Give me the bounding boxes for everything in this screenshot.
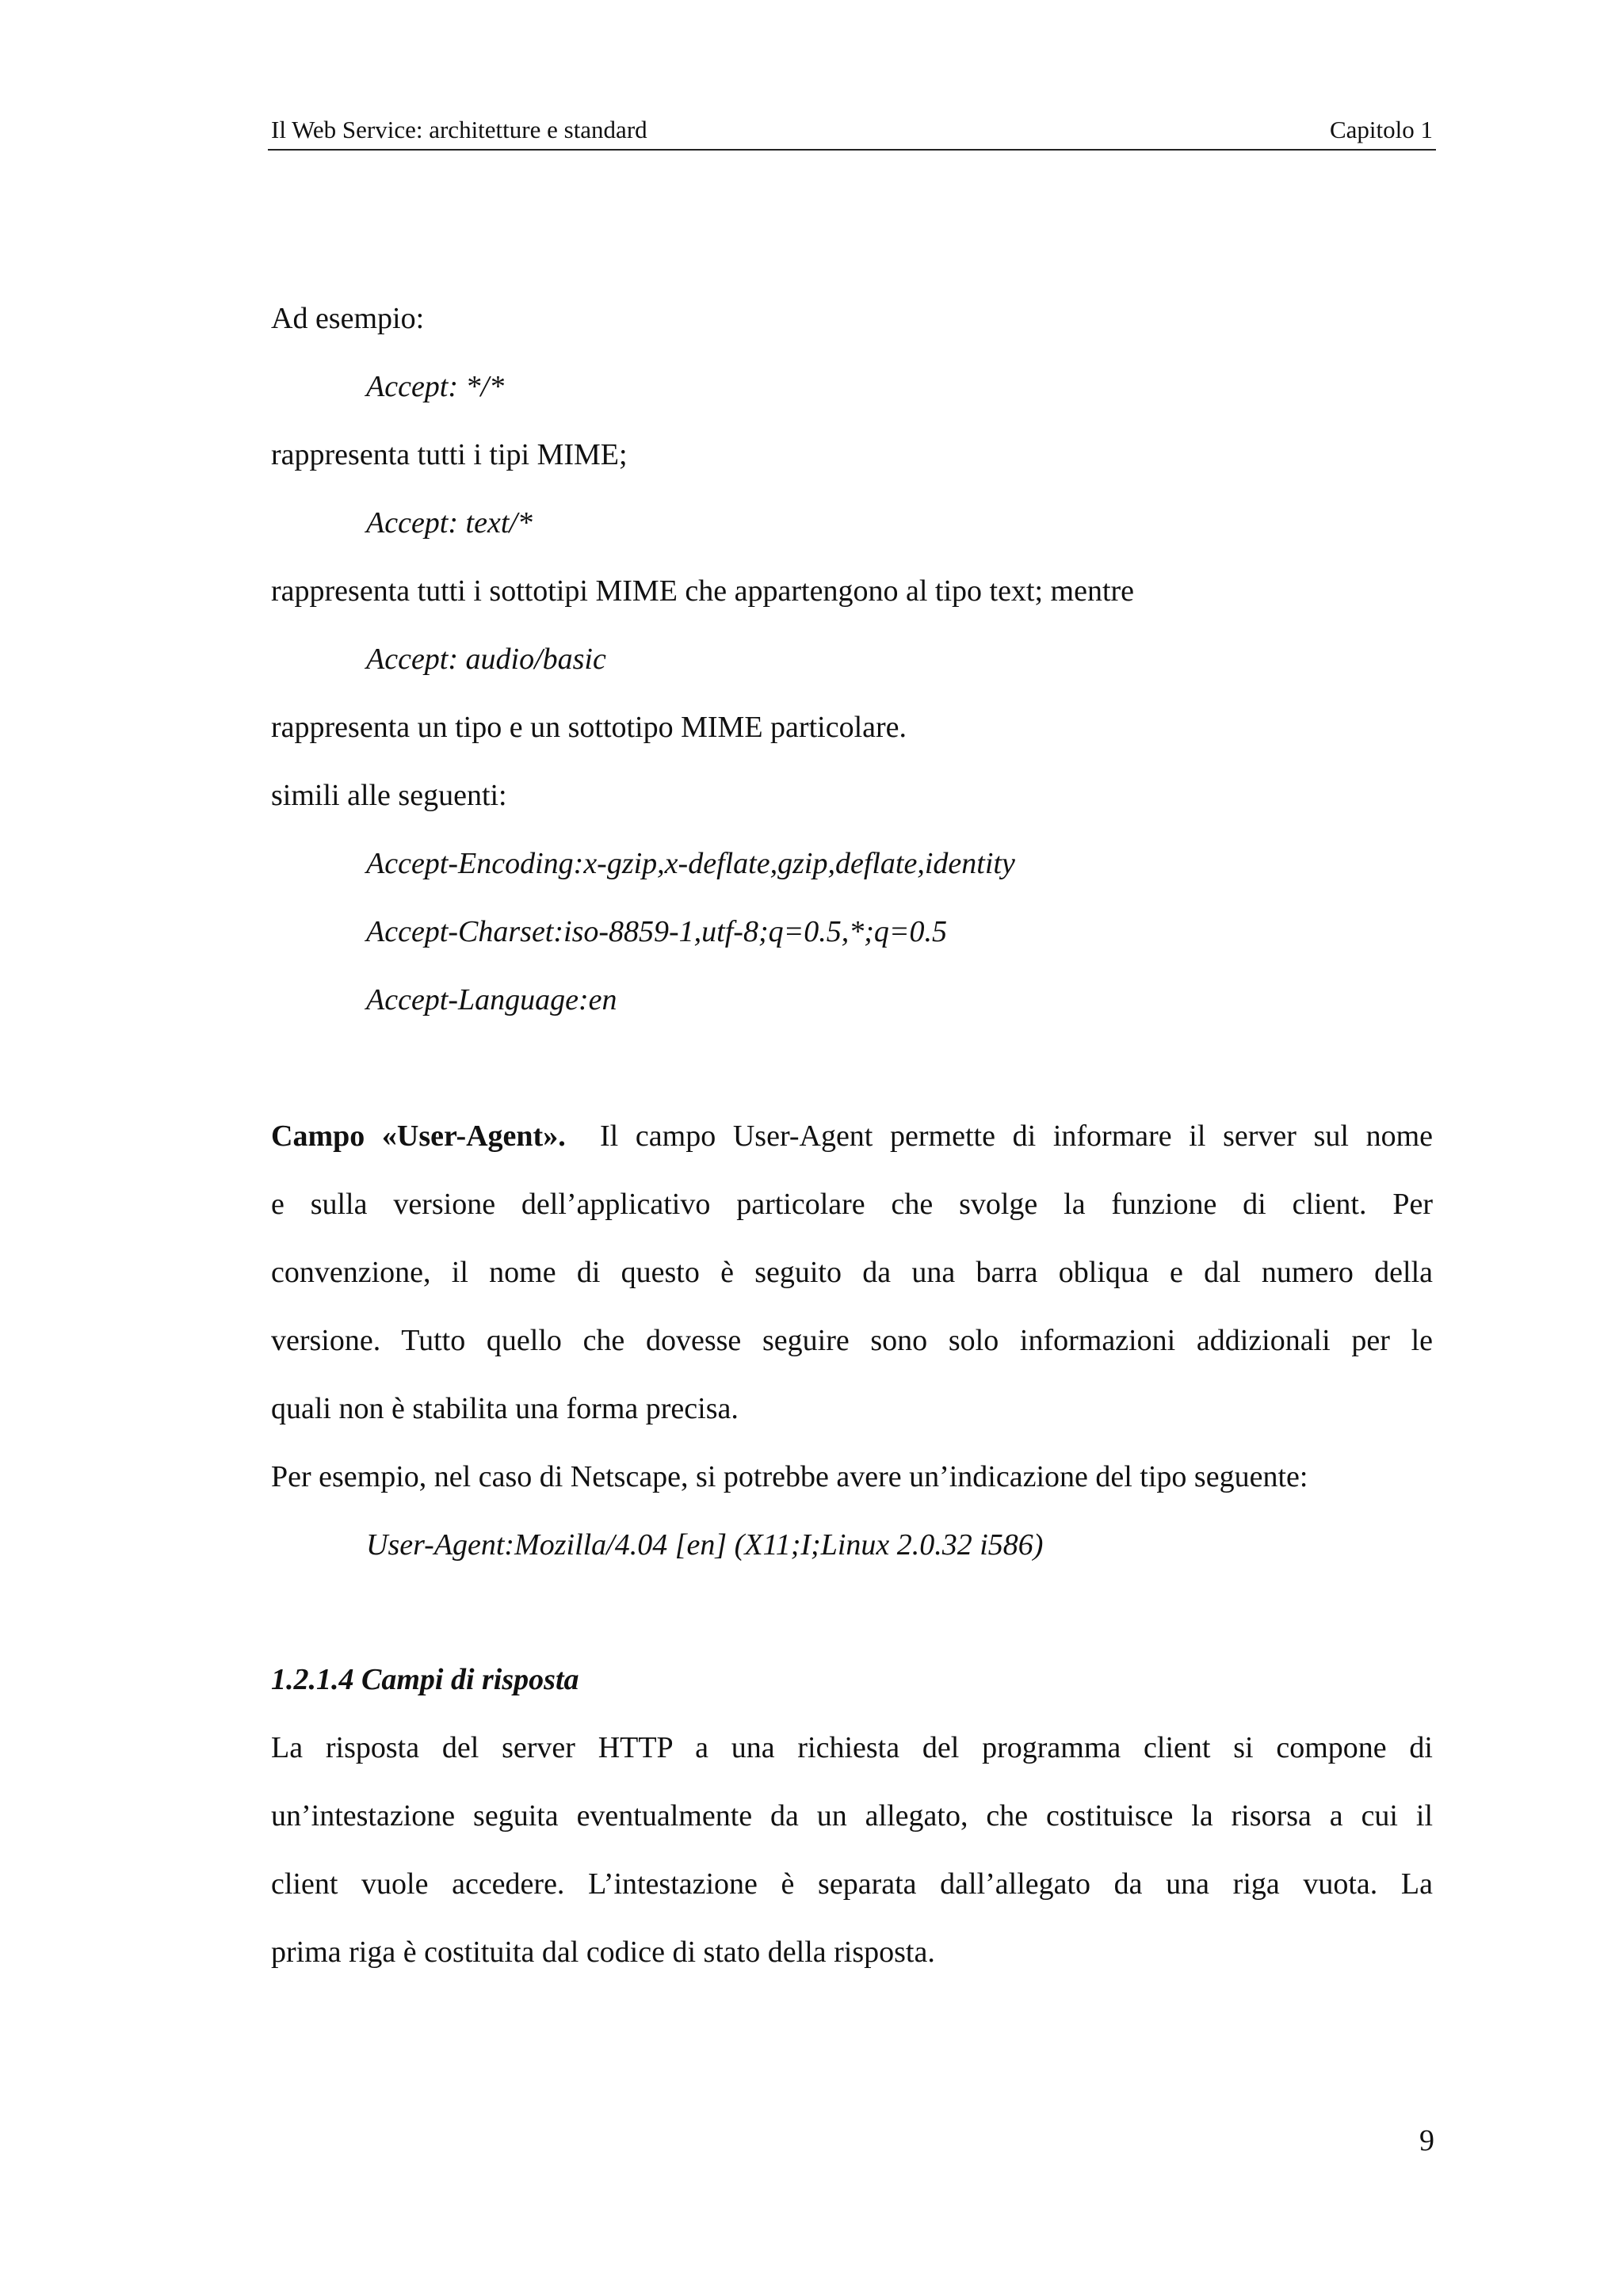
user-agent-line-4: versione. Tutto quello che dovesse seguire sono solo informazioni addizionali per le: [271, 1324, 1433, 1357]
user-agent-line-2: e sulla versione dell’applicativo particolare che svolge la funzione di client. Per: [271, 1188, 1433, 1221]
code-accept-encoding: Accept-Encoding:x-gzip,x-deflate,gzip,deflate,identity: [366, 847, 1015, 880]
response-line-1: La risposta del server HTTP a una richiesta del programma client si compone di: [271, 1731, 1433, 1764]
user-agent-line-6: Per esempio, nel caso di Netscape, si potrebbe avere un’indicazione del tipo seguente:: [271, 1460, 1308, 1493]
code-accept-language: Accept-Language:en: [366, 983, 617, 1016]
paragraph-similar: simili alle seguenti:: [271, 779, 507, 812]
code-user-agent: User-Agent:Mozilla/4.04 [en] (X11;I;Linux 2.0.32 i586): [366, 1528, 1044, 1562]
header-chapter: Capitolo 1: [1329, 116, 1433, 143]
user-agent-text-1: Il campo User-Agent permette di informare il server sul nome: [600, 1119, 1433, 1153]
page-header: [268, 116, 1436, 151]
paragraph-all-mime: rappresenta tutti i tipi MIME;: [271, 438, 628, 471]
header-title: Il Web Service: architetture e standard: [271, 116, 647, 143]
user-agent-line-1: [271, 1117, 1433, 1155]
response-line-3: client vuole accedere. L’intestazione è separata dall’allegato da una riga vuota. La: [271, 1867, 1433, 1901]
user-agent-line-5: quali non è stabilita una forma precisa.: [271, 1392, 739, 1425]
section-heading: 1.2.1.4 Campi di risposta: [271, 1663, 579, 1696]
user-agent-line-3: convenzione, il nome di questo è seguito da una barra obliqua e dal numero della: [271, 1256, 1433, 1289]
code-accept-audio: Accept: audio/basic: [366, 643, 606, 676]
page-number: 9: [1419, 2124, 1434, 2157]
paragraph-particular: rappresenta un tipo e un sottotipo MIME particolare.: [271, 711, 907, 744]
code-accept-charset: Accept-Charset:iso-8859-1,utf-8;q=0.5,*;q=0.5: [366, 915, 948, 948]
response-line-4: prima riga è costituita dal codice di stato della risposta.: [271, 1936, 935, 1969]
response-line-2: un’intestazione seguita eventualmente da un allegato, che costituisce la risorsa a cui il: [271, 1799, 1433, 1833]
paragraph-subtypes: rappresenta tutti i sottotipi MIME che appartengono al tipo text; mentre: [271, 574, 1135, 608]
code-accept-all: Accept: */*: [366, 370, 505, 403]
code-accept-text: Accept: text/*: [366, 506, 533, 540]
user-agent-title: Campo «User-Agent».: [271, 1119, 566, 1153]
paragraph-intro: Ad esempio:: [271, 302, 425, 335]
